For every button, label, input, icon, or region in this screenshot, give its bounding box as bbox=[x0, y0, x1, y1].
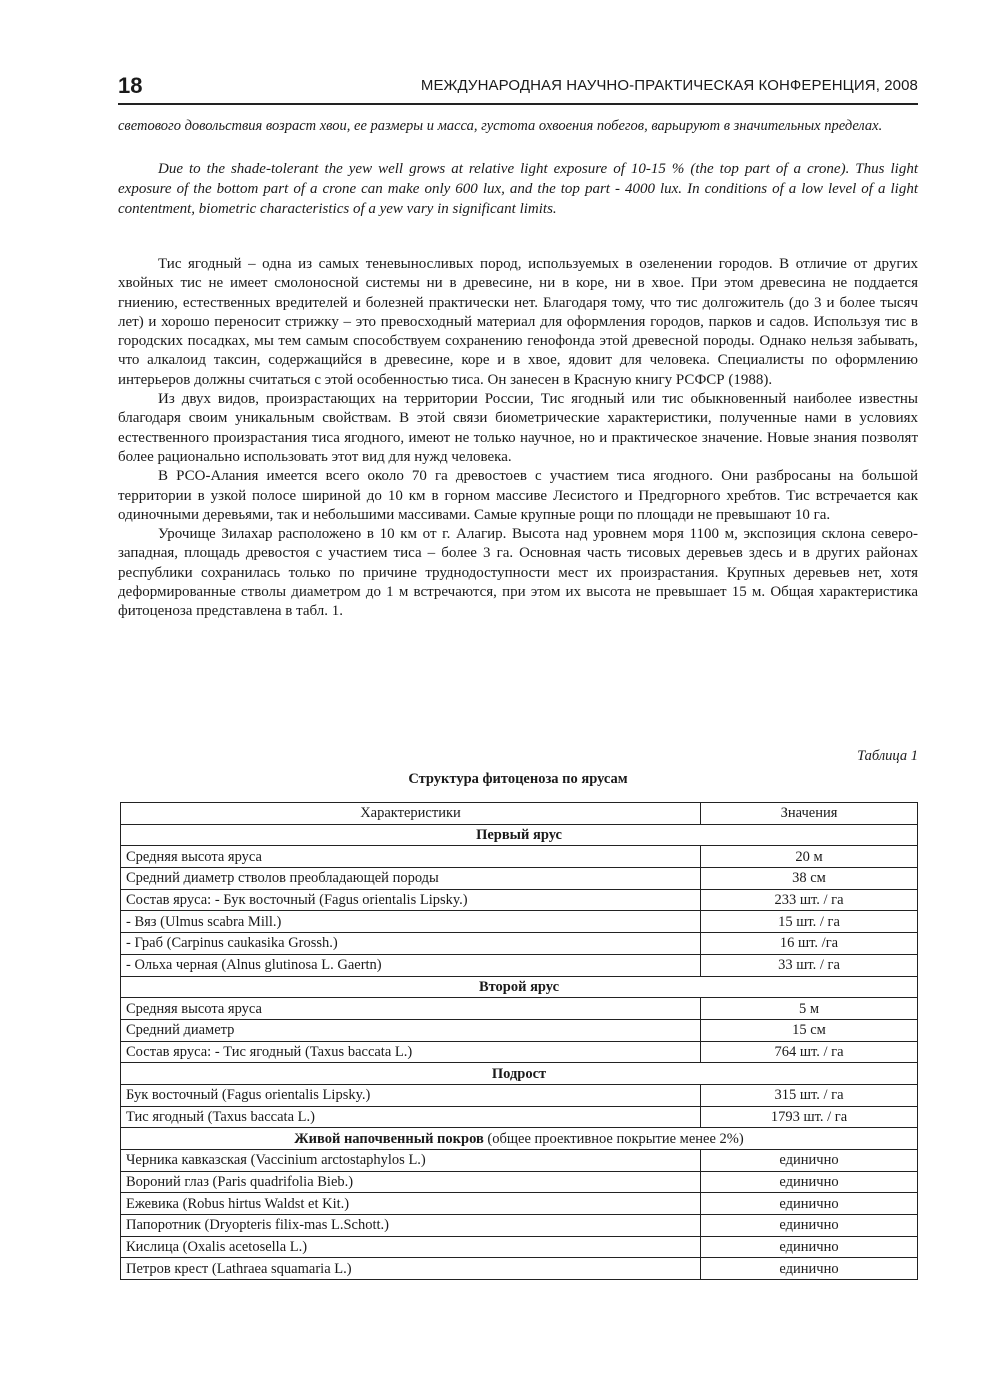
row-value: единично bbox=[701, 1193, 918, 1215]
row-value: 15 см bbox=[701, 1019, 918, 1041]
row-label: Вороний глаз (Paris quadrifolia Bieb.) bbox=[121, 1171, 701, 1193]
main-text bbox=[118, 255, 918, 622]
table-row bbox=[121, 1236, 918, 1258]
row-label: Средний диаметр bbox=[121, 1019, 701, 1041]
row-value: 764 шт. / га bbox=[701, 1041, 918, 1063]
table-row bbox=[121, 1019, 918, 1041]
table-row bbox=[121, 954, 918, 976]
row-value: 233 шт. / га bbox=[701, 889, 918, 911]
table-row bbox=[121, 998, 918, 1020]
table-row bbox=[121, 889, 918, 911]
table-header-row bbox=[121, 803, 918, 825]
abstract-russian-fragment: светового довольствия возраст хвои, ее размеры и масса, густота охвоения побегов, варьируют в значительных пределах. bbox=[118, 118, 883, 134]
conference-title: МЕЖДУНАРОДНАЯ НАУЧНО-ПРАКТИЧЕСКАЯ КОНФЕРЕНЦИЯ, 2008 bbox=[420, 77, 918, 94]
row-value: единично bbox=[701, 1258, 918, 1280]
column-header-characteristics: Характеристики bbox=[121, 803, 701, 825]
row-label: Черника кавказская (Vaccinium arctostaphylos L.) bbox=[121, 1150, 701, 1172]
row-label: - Ольха черная (Alnus glutinosa L. Gaertn) bbox=[121, 954, 701, 976]
row-label: Средний диаметр стволов преобладающей породы bbox=[121, 868, 701, 890]
section-row bbox=[121, 1128, 918, 1150]
row-value: единично bbox=[701, 1150, 918, 1172]
paragraph-4: Урочище Зилахар расположено в 10 км от г. Алагир. Высота над уровнем моря 1100 м, экспозиция склона северо-западная, площадь древостоя с участием тиса – более 3 га. Основная часть тисовых деревьев здесь и в других районах республики сохранилась только по причине труднодоступности мест их произрастания. Крупных деревьев нет, хотя деформированные стволы диаметром до 1 м встречаются, при этом их высота не превышает 15 м. Общая характеристика фитоценоза представлена в табл. 1. bbox=[118, 526, 918, 620]
abstract-english: Due to the shade-tolerant the yew well grows at relative light exposure of 10-15 % (the top part of a crone). Thus light exposure of the bottom part of a crone can make only 600 lux, and the top part - 4000 lux. In conditions of a low level of a light contentment, biometric characteristics of a yew vary in significant limits. bbox=[118, 161, 918, 217]
running-header bbox=[118, 73, 918, 105]
section-ground-cover-title: Живой напочвенный покров bbox=[294, 1130, 484, 1147]
section-row bbox=[121, 976, 918, 998]
table-number-label: Таблица 1 bbox=[857, 748, 918, 764]
table-row bbox=[121, 1171, 918, 1193]
row-value: 1793 шт. / га bbox=[701, 1106, 918, 1128]
section-row bbox=[121, 824, 918, 846]
table-row bbox=[121, 933, 918, 955]
row-value: 20 м bbox=[701, 846, 918, 868]
table-row bbox=[121, 1106, 918, 1128]
column-header-values: Значения bbox=[701, 803, 918, 825]
table-row bbox=[121, 1215, 918, 1237]
paragraph-1: Тис ягодный – одна из самых теневыносливых пород, используемых в озеленении городов. В отличие от других хвойных тис не имеет смолоносной системы ни в древесине, ни в коре, ни в хвое. При этом древесина не поддается гниению, естественных вредителей и болезней практически нет. Благодаря тому, что тис долгожитель (до 3 и более тысяч лет) и хорошо переносит стрижку – это превосходный материал для оформления городов, парков и садов. Используя тис в городских посадках, мы тем самым способствуем сохранению генофонда этой древесной породы. Однако нельзя забывать, что алкалоид таксин, содержащийся в древесине, коре и в хвое, ядовит для человека. Специалисты по оформлению интерьеров должны считаться с этой особенностью тиса. Он занесен в Красную книгу РСФСР (1988). bbox=[118, 256, 918, 388]
section-ground-cover-note: (общее проективное покрытие менее 2%) bbox=[483, 1130, 744, 1147]
row-label: - Вяз (Ulmus scabra Mill.) bbox=[121, 911, 701, 933]
table-row bbox=[121, 1193, 918, 1215]
row-value: единично bbox=[701, 1171, 918, 1193]
table-row bbox=[121, 1084, 918, 1106]
section-row bbox=[121, 1063, 918, 1085]
row-label: Бук восточный (Fagus orientalis Lipsky.) bbox=[121, 1084, 701, 1106]
row-label: Петров крест (Lathraea squamaria L.) bbox=[121, 1258, 701, 1280]
row-value: 5 м bbox=[701, 998, 918, 1020]
table-row bbox=[121, 1258, 918, 1280]
section-first-tier: Первый ярус bbox=[121, 824, 918, 846]
section-undergrowth: Подрост bbox=[121, 1063, 918, 1085]
row-label: Кислица (Oxalis acetosella L.) bbox=[121, 1236, 701, 1258]
row-label: Средняя высота яруса bbox=[121, 846, 701, 868]
section-ground-cover bbox=[121, 1128, 918, 1150]
row-value: единично bbox=[701, 1236, 918, 1258]
row-label: - Граб (Carpinus caukasika Grossh.) bbox=[121, 933, 701, 955]
row-value: единично bbox=[701, 1215, 918, 1237]
paragraph-3: В РСО-Алания имеется всего около 70 га древостоев с участием тиса ягодного. Они разбросаны на большой территории в узкой полосе шириной до 10 км в горном массиве Лесистого и Предгорного хребтов. Тис встречается как одиночными деревьями, так и небольшими массивами. Самые крупные рощи по площади не превышают 10 га. bbox=[118, 468, 918, 523]
paragraph-2: Из двух видов, произрастающих на территории России, Тис ягодный или тис обыкновенный наиболее известны благодаря своим уникальным свойствам. В этой связи биометрические характеристики, полученные нами в условиях естественного произрастания тиса ягодного, имеют не только научное, но и практическое значение. Новые знания позволят более рационально использовать этот вид для нужд человека. bbox=[118, 391, 918, 465]
row-label: Состав яруса: - Тис ягодный (Taxus baccata L.) bbox=[121, 1041, 701, 1063]
row-label: Ежевика (Robus hirtus Waldst et Kit.) bbox=[121, 1193, 701, 1215]
table-row bbox=[121, 846, 918, 868]
row-value: 16 шт. /га bbox=[701, 933, 918, 955]
row-value: 315 шт. / га bbox=[701, 1084, 918, 1106]
table-row bbox=[121, 1150, 918, 1172]
table-row bbox=[121, 868, 918, 890]
table-row bbox=[121, 1041, 918, 1063]
table-row bbox=[121, 911, 918, 933]
row-label: Состав яруса: - Бук восточный (Fagus orientalis Lipsky.) bbox=[121, 889, 701, 911]
row-label: Тис ягодный (Taxus baccata L.) bbox=[121, 1106, 701, 1128]
phytocenosis-table bbox=[120, 802, 918, 1280]
table-title: Структура фитоценоза по ярусам bbox=[408, 771, 628, 787]
row-value: 33 шт. / га bbox=[701, 954, 918, 976]
row-label: Папоротник (Dryopteris filix-mas L.Schott.) bbox=[121, 1215, 701, 1237]
row-value: 38 см bbox=[701, 868, 918, 890]
page-number: 18 bbox=[118, 73, 143, 98]
section-second-tier: Второй ярус bbox=[121, 976, 918, 998]
row-value: 15 шт. / га bbox=[701, 911, 918, 933]
row-label: Средняя высота яруса bbox=[121, 998, 701, 1020]
